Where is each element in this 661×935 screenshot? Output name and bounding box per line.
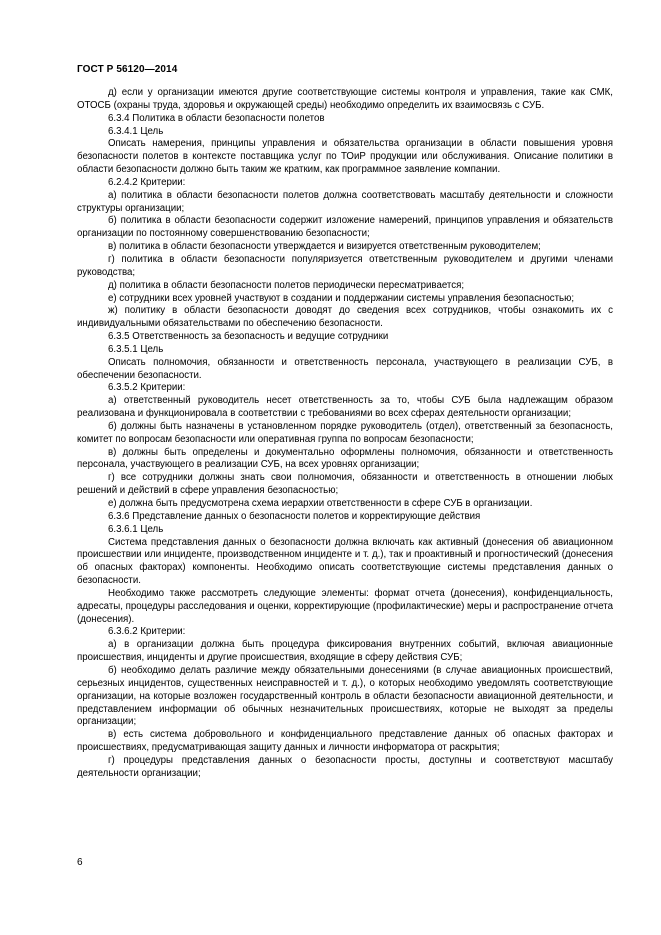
paragraph: Описать намерения, принципы управления и обязательства организации в области повышения уровня безопасности полетов в контексте поставщика услуг по ТОиР продукции или обслуживания. Описание политики в области безопасности должно быть таким же кратким, как программное заявление компании. <box>77 138 613 176</box>
list-item: б) должны быть назначены в установленном порядке руководитель (отдел), ответственный за безопасность, комитет по вопросам безопасности или оперативная группа по вопросам безопасности; <box>77 420 613 445</box>
paragraph: Описать полномочия, обязанности и ответственность персонала, участвующего в реализации СУБ, в обеспечении безопасности. <box>77 356 613 381</box>
section-heading: 6.2.4.2 Критерии: <box>108 176 186 188</box>
paragraph: Необходимо также рассмотреть следующие элементы: формат отчета (донесения), конфиденциальность, адресаты, процедуры расследования и оценки, корректирующие (профилактические) меры и распространение отчета (донесения). <box>77 587 613 625</box>
paragraph: д) если у организации имеются другие соответствующие системы контроля и управления, такие как СМК, ОТОСБ (охраны труда, здоровья и окружающей среды) необходимо определить их взаимосвязь с СУБ. <box>77 87 613 111</box>
document-header: ГОСТ Р 56120—2014 <box>77 64 178 75</box>
list-item: а) ответственный руководитель несет ответственность за то, чтобы СУБ была надлежащим образом реализована и функционировала в соответствии с требованиями во всех сферах деятельности организации; <box>77 395 613 420</box>
list-item: ж) политику в области безопасности доводят до сведения всех сотрудников, чтобы ознакомить их с индивидуальными обязательствами по обеспечению безопасности. <box>77 305 613 330</box>
section-heading: 6.3.6.2 Критерии: <box>108 626 186 638</box>
list-item: б) политика в области безопасности содержит изложение намерений, принципов управления и обязательств организации по постоянному совершенствованию безопасности; <box>77 215 613 240</box>
section-heading: 6.3.6 Представление данных о безопасности полетов и корректирующие действия <box>108 510 481 522</box>
list-item: б) необходимо делать различие между обязательными донесениями (в случае авиационных происшествий, серьезных инцидентов, существенных неисправностей и т. д.), о которых необходимо уведомлять соответствующие организации, на которые возложен государственный контроль в области безопасности авиационной деятельности, и представлением информации об обычных незначительных происшествиях, которые не выходят за пределы организации; <box>77 664 613 728</box>
list-item: а) политика в области безопасности полетов должна соответствовать масштабу деятельности и сложности структуры организации; <box>77 189 613 214</box>
list-item: г) процедуры представления данных о безопасности просты, доступны и соответствуют масштабу деятельности организации; <box>77 754 613 779</box>
list-item: в) должны быть определены и документально оформлены полномочия, обязанности и ответственность персонала, участвующего в реализации СУБ, на всех уровнях организации; <box>77 446 613 471</box>
list-item: в) политика в области безопасности утверждается и визируется ответственным руководителем; <box>108 241 541 253</box>
list-item: г) политика в области безопасности популяризуется ответственным руководителем и другими членами руководства; <box>77 253 613 278</box>
list-item: г) все сотрудники должны знать свои полномочия, обязанности и ответственность в отношении любых решений и действий в сфере управления безопасностью; <box>77 472 613 497</box>
section-heading: 6.3.5.2 Критерии: <box>108 382 186 394</box>
list-item: в) есть система добровольного и конфиденциального представление данных об опасных факторах и происшествиях, предусматривающая защиту данных и личности информатора от раскрытия; <box>77 729 613 754</box>
list-item: а) в организации должна быть процедура фиксирования внутренних событий, включая авиационные происшествия, инциденты и другие происшествия, входящие в сферу действия СУБ; <box>77 639 613 664</box>
list-item: д) политика в области безопасности полетов периодически пересматривается; <box>108 279 465 291</box>
paragraph: Система представления данных о безопасности должна включать как активный (донесения об авиационном происшествии или инциденте, производственном инциденте и т. д.), так и проактивный и прогностический (донесения об опасных факторах) компоненты. Необходимо описать соответствующие системы представления данных о безопасности. <box>77 536 613 587</box>
list-item: е) должна быть предусмотрена схема иерархии ответственности в сфере СУБ в организации. <box>108 498 533 509</box>
section-heading: 6.3.5.1 Цель <box>108 343 164 355</box>
document-body <box>77 87 613 781</box>
section-heading: 6.3.5 Ответственность за безопасность и ведущие сотрудники <box>108 331 389 343</box>
list-item: е) сотрудники всех уровней участвуют в создании и поддержании системы управления безопасностью; <box>108 292 575 304</box>
page-number: 6 <box>77 857 83 868</box>
section-heading: 6.3.6.1 Цель <box>108 523 164 535</box>
section-heading: 6.3.4 Политика в области безопасности полетов <box>108 112 325 124</box>
section-heading: 6.3.4.1 Цель <box>108 125 164 137</box>
